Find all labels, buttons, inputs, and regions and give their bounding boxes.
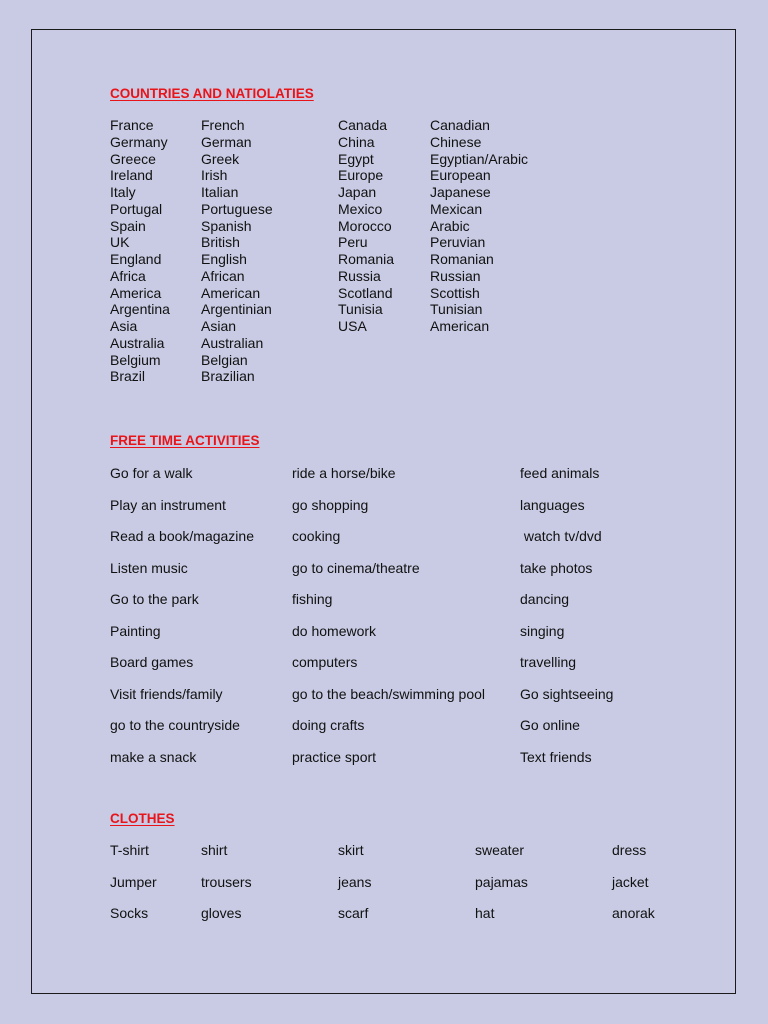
clothing-item: Jumper (110, 873, 157, 890)
clothing-item: jacket (612, 873, 649, 890)
nationality-name: Scottish (430, 284, 480, 301)
nationality-name: Italian (201, 184, 239, 200)
nationality-name: Australian (201, 334, 264, 351)
activity-item: Go sightseeing (520, 685, 614, 702)
activity-item: fishing (292, 591, 333, 607)
activity-item: singing (520, 622, 565, 639)
activity-item: Listen music (110, 559, 188, 576)
activity-item: take photos (520, 559, 593, 576)
activity-item: go to the beach/swimming pool (292, 685, 485, 702)
country-name: Japan (338, 184, 377, 200)
country-name: Mexico (338, 200, 383, 217)
nationality-name: Russian (430, 267, 481, 284)
nationality-name: European (430, 167, 491, 184)
clothing-item: T-shirt (110, 842, 149, 858)
activity-item: watch tv/dvd (520, 528, 602, 544)
activity-item: make a snack (110, 748, 197, 765)
clothing-item: pajamas (475, 873, 528, 890)
country-name: Portugal (110, 200, 163, 217)
country-name: Spain (110, 217, 146, 234)
nationality-name: Belgian (201, 351, 248, 368)
nationality-name: Chinese (430, 133, 482, 150)
nationality-name: Canadian (430, 117, 490, 133)
country-name: Greece (110, 150, 156, 167)
nationality-name: Greek (201, 150, 240, 167)
country-name: Morocco (338, 217, 392, 234)
activity-item: Painting (110, 622, 161, 639)
country-name: Egypt (338, 150, 374, 167)
activity-item: Read a book/magazine (110, 528, 254, 544)
country-name: Ireland (110, 167, 153, 184)
clothing-item: trousers (201, 873, 252, 890)
activity-item: do homework (292, 622, 377, 639)
activity-item: go shopping (292, 496, 369, 513)
nationality-name: Romanian (430, 251, 494, 267)
clothing-item: skirt (338, 842, 364, 858)
countries-column-2 (338, 117, 394, 335)
activity-item: travelling (520, 654, 577, 670)
country-name: France (110, 117, 154, 133)
countries-column-1 (110, 117, 170, 385)
country-name: America (110, 284, 162, 301)
free-time-heading: FREE TIME ACTIVITIES (110, 433, 260, 448)
activity-item: dancing (520, 591, 570, 607)
activity-item: Play an instrument (110, 496, 226, 513)
nationality-name: Portuguese (201, 200, 273, 217)
nationality-name: British (201, 234, 240, 251)
country-name: Scotland (338, 284, 393, 301)
nationality-name: Brazilian (201, 368, 255, 385)
nationality-name: Spanish (201, 217, 252, 234)
nationality-name: Irish (201, 167, 228, 184)
activity-item: Go online (520, 717, 580, 733)
nationality-name: American (201, 284, 261, 301)
clothing-item: hat (475, 905, 495, 921)
clothing-item: anorak (612, 905, 655, 921)
country-name: Russia (338, 267, 381, 284)
nationality-name: Japanese (430, 184, 491, 200)
nationalities-column-2 (430, 117, 528, 335)
nationality-name: French (201, 117, 245, 133)
nationalities-column-1 (201, 117, 273, 385)
nationality-name: Arabic (430, 217, 470, 234)
clothing-item: shirt (201, 842, 228, 858)
clothing-item: Socks (110, 905, 149, 921)
activity-item: Go to the park (110, 591, 199, 607)
country-name: Peru (338, 234, 368, 251)
country-name: Germany (110, 133, 168, 150)
country-name: Europe (338, 167, 384, 184)
country-name: Asia (110, 318, 138, 334)
activity-item: feed animals (520, 465, 600, 481)
nationality-name: Argentinian (201, 301, 272, 318)
activity-item: practice sport (292, 748, 377, 765)
activity-item: doing crafts (292, 717, 365, 733)
activity-item: Visit friends/family (110, 685, 223, 702)
country-name: China (338, 133, 375, 150)
nationality-name: Tunisian (430, 301, 483, 318)
nationality-name: German (201, 133, 252, 150)
country-name: Africa (110, 267, 146, 284)
activity-item: Board games (110, 654, 194, 670)
clothing-item: sweater (475, 842, 525, 858)
country-name: England (110, 251, 162, 267)
clothing-item: gloves (201, 905, 242, 921)
country-name: Canada (338, 117, 388, 133)
country-name: Brazil (110, 368, 146, 385)
nationality-name: African (201, 267, 245, 284)
country-name: Tunisia (338, 301, 383, 318)
activity-item: computers (292, 654, 358, 670)
clothing-item: jeans (338, 873, 372, 890)
country-name: Argentina (110, 301, 170, 318)
activity-item: ride a horse/bike (292, 465, 396, 481)
activity-item: Go for a walk (110, 465, 193, 481)
nationality-name: American (430, 318, 490, 334)
activity-item: go to cinema/theatre (292, 559, 420, 576)
activity-item: cooking (292, 528, 341, 544)
countries-heading: COUNTRIES AND NATIOLATIES (110, 86, 314, 101)
activity-item: languages (520, 496, 585, 513)
nationality-name: Mexican (430, 200, 483, 217)
country-name: Belgium (110, 351, 161, 368)
activity-item: Text friends (520, 748, 592, 765)
clothing-item: scarf (338, 905, 369, 921)
nationality-name: Asian (201, 318, 237, 334)
country-name: Italy (110, 184, 136, 200)
nationality-name: Peruvian (430, 234, 486, 251)
activity-item: go to the countryside (110, 717, 240, 733)
country-name: Romania (338, 251, 395, 267)
nationality-name: English (201, 251, 247, 267)
country-name: USA (338, 318, 367, 334)
clothing-item: dress (612, 842, 647, 858)
clothes-heading: CLOTHES (110, 811, 175, 826)
nationality-name: Egyptian/Arabic (430, 150, 529, 167)
country-name: UK (110, 234, 130, 251)
country-name: Australia (110, 334, 165, 351)
